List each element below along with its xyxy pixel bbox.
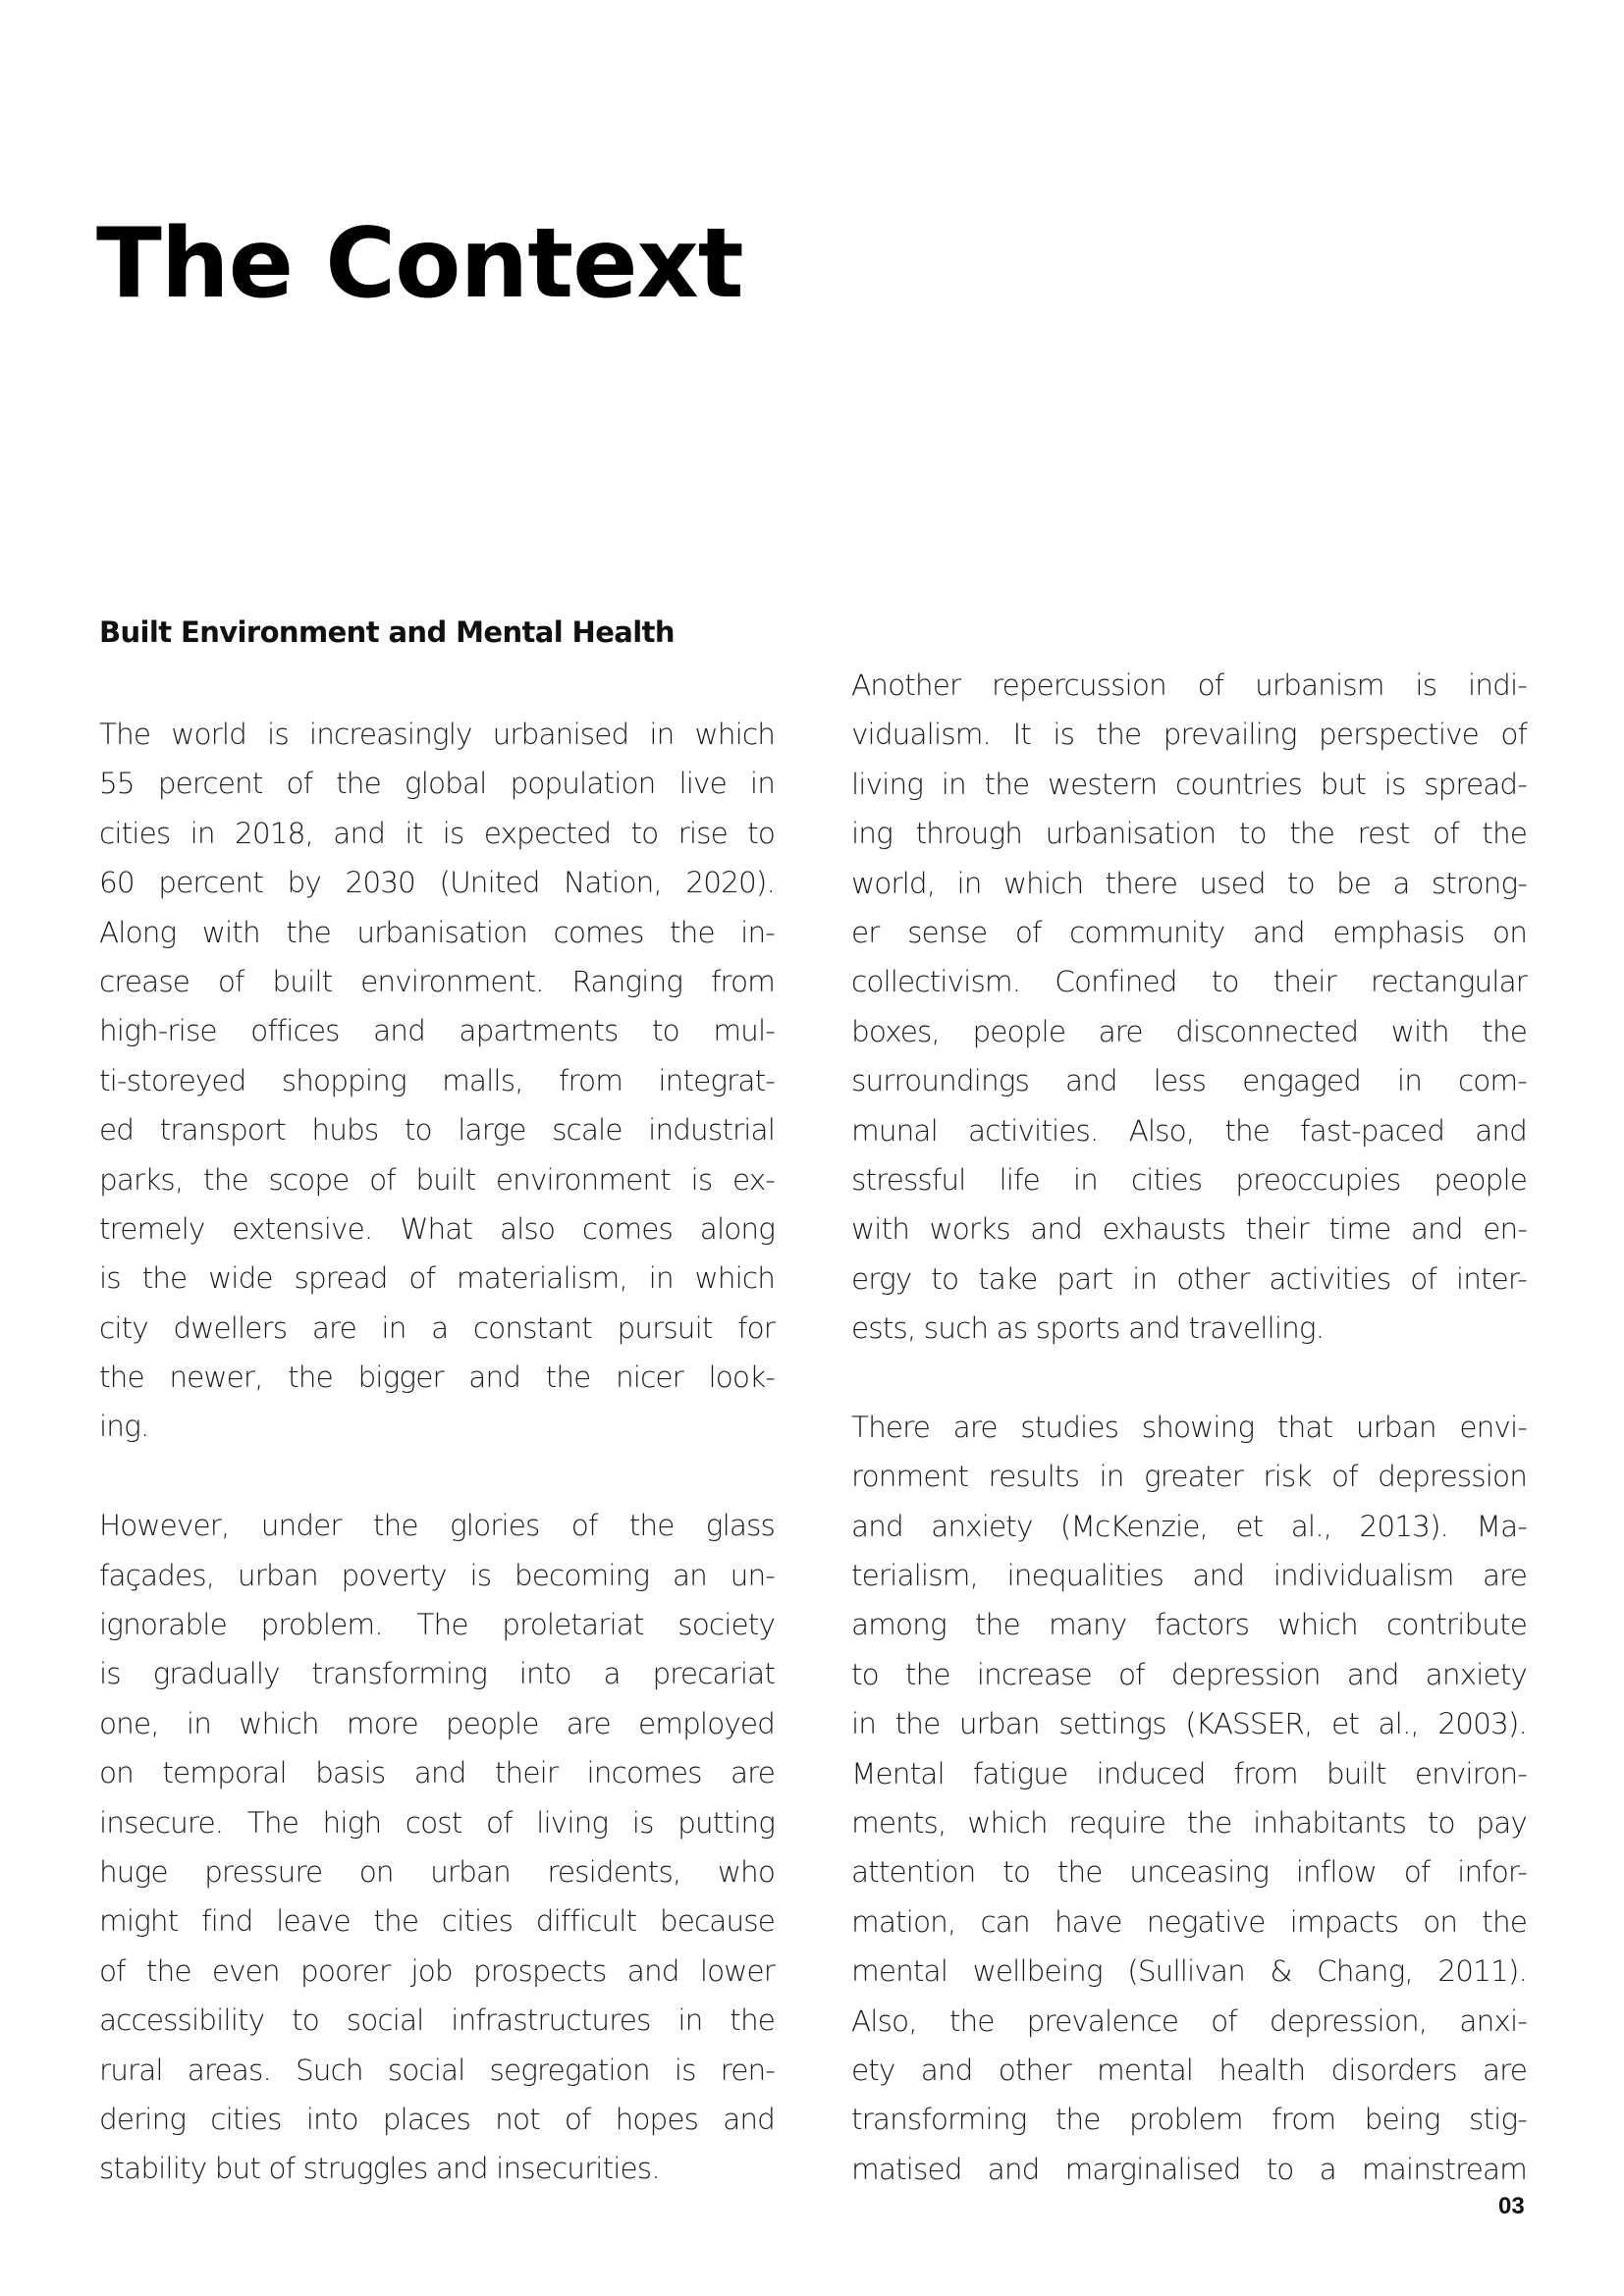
text-line: city dwellers are in a constant pursuit for [99,1310,775,1345]
text-line: matised and marginalised to a mainstream [851,2152,1527,2186]
text-line: collectivism. Confined to their rectangular [851,965,1527,999]
text-line: mation, can have negative impacts on the [851,1904,1527,1939]
text-line: ti-storeyed shopping malls, from integrat- [99,1063,775,1097]
text-line: huge pressure on urban residents, who [99,1854,775,1889]
text-line: stability but of struggles and insecurities. [99,2152,660,2186]
text-line: er sense of community and emphasis on [851,915,1527,949]
section-heading: Built Environment and Mental Health [99,615,675,649]
text-line: is the wide spread of materialism, in which [99,1261,775,1296]
text-line: vidualism. It is the prevailing perspective of [851,718,1527,752]
text-line: munal activities. Also, the fast-paced and [851,1113,1527,1148]
page-title: The Context [96,208,743,320]
text-line: ing through urbanisation to the rest of the [851,817,1527,851]
text-line: ments, which require the inhabitants to pay [851,1805,1527,1840]
text-line: crease of built environment. Ranging from [99,964,775,998]
text-line: with works and exhausts their time and en- [851,1212,1527,1247]
text-line: Along with the urbanisation comes the in- [99,915,775,949]
text-line: boxes, people are disconnected with the [851,1014,1527,1048]
paragraph-urban-poverty [99,1501,775,2193]
text-line: insecure. The high cost of living is putting [99,1805,775,1840]
text-line: There are studies showing that urban envi- [851,1410,1527,1444]
text-line: parks, the scope of built environment is ex- [99,1162,775,1197]
text-line: 60 percent by 2030 (United Nation, 2020). [99,866,775,900]
text-line: to the increase of depression and anxiety [851,1657,1527,1691]
text-line: ed transport hubs to large scale industrial [99,1113,775,1148]
text-line: ronment results in greater risk of depression [851,1460,1527,1494]
text-line: Another repercussion of urbanism is indi- [851,668,1527,702]
right-column [851,661,1527,2244]
text-line: 55 percent of the global population live in [99,767,775,801]
text-line: tremely extensive. What also comes along [99,1211,775,1246]
left-column [99,710,775,2243]
text-line: ests, such as sports and travelling. [851,1311,1325,1346]
text-line: one, in which more people are employed [99,1706,775,1740]
text-line: on temporal basis and their incomes are [99,1756,775,1790]
text-line: cities in 2018, and it is expected to rise to [99,816,775,850]
text-line: world, in which there used to be a strong- [851,866,1527,900]
text-line: However, under the glories of the glass [99,1509,775,1543]
text-line: ignorable problem. The proletariat society [99,1608,775,1642]
text-line: in the urban settings (KASSER, et al., 2003). [851,1707,1527,1741]
text-line: among the many factors which contribute [851,1608,1527,1642]
text-line: The world is increasingly urbanised in which [99,718,775,751]
text-line: high-rise offices and apartments to mul- [99,1014,775,1048]
text-line: ergy to take part in other activities of inter- [851,1261,1527,1296]
text-line: of the even poorer job prospects and lower [99,1953,775,1988]
text-line: ing. [99,1410,149,1444]
text-line: façades, urban poverty is becoming an un- [99,1558,775,1592]
text-line: attention to the unceasing inflow of infor- [851,1855,1527,1890]
text-line: ety and other mental health disorders are [851,2053,1527,2087]
text-line: and anxiety (McKenzie, et al., 2013). Ma- [851,1509,1527,1543]
page-number: 03 [1498,2193,1525,2219]
text-line: terialism, inequalities and individualism are [851,1559,1527,1593]
text-line: living in the western countries but is spread- [851,767,1527,801]
text-line: is gradually transforming into a precariat [99,1657,775,1691]
paragraph-urbanisation [99,710,775,1452]
text-line: Also, the prevalence of depression, anxi- [851,2003,1527,2038]
text-line: rural areas. Such social segregation is ren- [99,2053,775,2087]
text-line: Mental fatigue induced from built environ- [851,1756,1527,1790]
paragraph-mental-health-studies [851,1403,1527,2194]
text-line: might find leave the cities difficult because [99,1904,775,1939]
text-line: the newer, the bigger and the nicer look- [99,1361,775,1395]
text-line: accessibility to social infrastructures in the [99,2003,775,2038]
text-line: surroundings and less engaged in com- [851,1064,1527,1098]
paragraph-individualism [851,661,1527,1353]
text-line: stressful life in cities preoccupies people [851,1162,1527,1197]
text-line: mental wellbeing (Sullivan & Chang, 2011). [851,1954,1527,1989]
text-line: transforming the problem from being stig- [851,2103,1527,2137]
text-line: dering cities into places not of hopes and [99,2102,775,2136]
